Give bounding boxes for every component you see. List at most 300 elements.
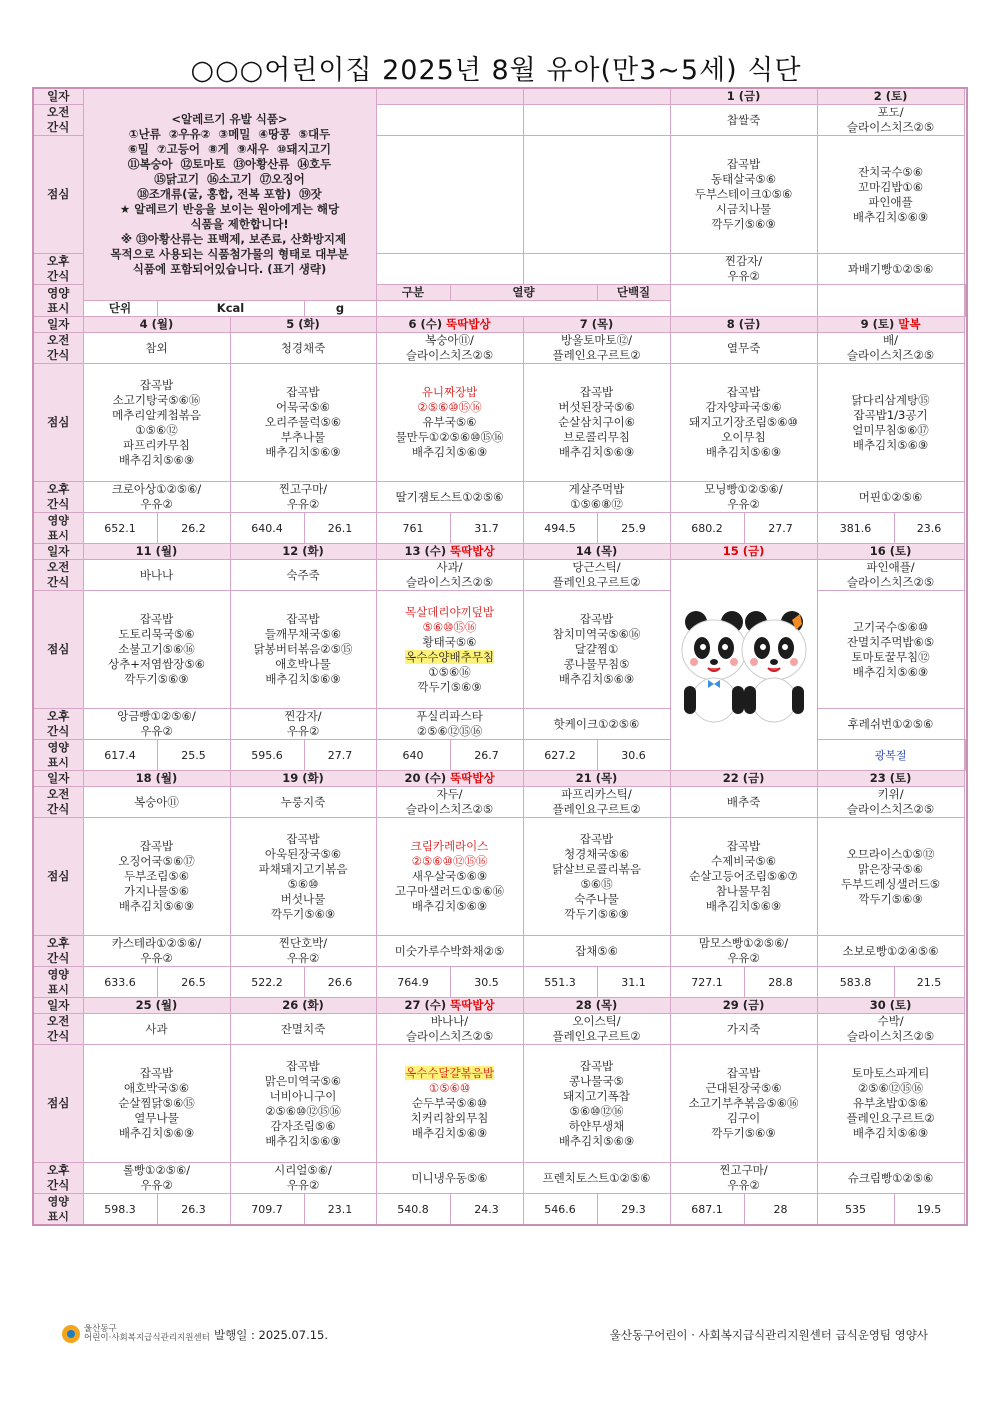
protein-value	[157, 1194, 230, 1226]
menu-text: ①⑤⑥⑫	[135, 422, 178, 437]
menu-text: 잡곡밥	[139, 1066, 174, 1080]
menu-text: 참치미역국⑤⑥⑯	[552, 627, 641, 641]
allergy-line: ①난류 ②우유② ③메밀 ④땅콩 ⑤대두	[128, 127, 331, 141]
menu-text: 595.6	[251, 748, 283, 762]
menu-text: 버섯나물	[280, 891, 326, 906]
menu-text: 배/ 슬라이스치즈②⑤	[846, 333, 935, 362]
menu-text: 콩나물국⑤	[569, 1073, 624, 1088]
menu-text: 551.3	[544, 975, 576, 989]
day-header	[83, 317, 230, 333]
menu-text: 26 (화)	[282, 998, 324, 1012]
lunch-menu	[230, 818, 376, 936]
day-header	[83, 998, 230, 1014]
menu-text: 토마토스파게티	[851, 1066, 930, 1080]
menu-text: 깍두기⑤⑥⑨	[711, 217, 776, 231]
kcal-value	[817, 513, 894, 544]
menu-text: 들깨무채국⑤⑥	[264, 627, 342, 641]
day-header	[83, 544, 230, 560]
menu-text: 청경채국⑤⑥	[563, 846, 630, 861]
menu-text: 27 (수)	[404, 998, 447, 1012]
lunch-menu	[817, 818, 964, 936]
day-header	[376, 998, 523, 1014]
kcal-value	[230, 967, 304, 998]
day-header	[523, 998, 670, 1014]
menu-text: ②⑤⑥⑫⑮⑯	[857, 1081, 924, 1095]
protein-value	[304, 967, 376, 998]
menu-text: 11 (월)	[135, 544, 178, 558]
menu-text: 배추죽	[726, 794, 761, 809]
menu-text: 522.2	[251, 975, 283, 989]
menu-text: 치커리참외무침	[410, 1111, 489, 1125]
menu-text: 배추김치⑤⑥⑨	[558, 672, 635, 686]
menu-text: g	[335, 301, 345, 315]
day-header	[376, 771, 523, 787]
menu-text: 말복	[898, 317, 921, 331]
pm-snack	[670, 254, 817, 285]
menu-text: 뚝딱밥상	[446, 317, 491, 331]
day-header	[670, 88, 817, 105]
menu-text: 부추나물	[280, 430, 326, 444]
am-snack	[523, 787, 670, 818]
menu-text: 너비아니구이	[269, 1088, 337, 1103]
menu-text: 단위	[108, 301, 132, 315]
menu-text: 닭다리삼계탕⑮	[851, 392, 930, 407]
logo-line2: 어린이·사회복지급식관리지원센터	[84, 1333, 210, 1343]
empty-cell	[523, 105, 670, 136]
menu-text: 잡곡밥	[579, 385, 614, 399]
pm-snack	[83, 1163, 230, 1194]
am-snack	[83, 787, 230, 818]
day-header	[817, 998, 964, 1014]
allergy-line: 목적으로 사용되는 식품첨가물의 형태로 대부분	[110, 247, 349, 261]
menu-text: 4 (월)	[139, 317, 174, 331]
menu-text: 배추김치⑤⑥⑨	[265, 672, 341, 686]
row-label-am: 오전 간식	[33, 1014, 83, 1045]
menu-text: 도토리묵국⑤⑥	[118, 627, 195, 641]
menu-text: 앙금빵①②⑤⑥/ 우유②	[117, 709, 196, 738]
menu-text: 15 (금)	[722, 544, 765, 558]
nut-col-label	[376, 285, 450, 301]
empty-date	[376, 88, 523, 105]
pm-snack	[817, 482, 964, 513]
am-snack	[817, 787, 964, 818]
lunch-menu	[817, 1045, 964, 1163]
lunch-menu	[230, 591, 376, 709]
nut-col-kcal	[450, 285, 597, 301]
menu-text: 잡곡밥	[139, 377, 174, 392]
menu-text: 두부스테이크①⑤⑥	[694, 187, 793, 201]
menu-text: 12 (화)	[282, 544, 324, 558]
menu-text: 키위/ 슬라이스치즈②⑤	[846, 787, 935, 816]
allergy-line: ⑱조개류(굴, 홍합, 전복 포함) ⑲잣	[137, 187, 322, 201]
row-label-pm: 오후 간식	[33, 936, 83, 967]
menu-text: 숙주나물	[574, 891, 619, 906]
am-snack	[376, 560, 523, 591]
am-snack	[230, 333, 376, 364]
protein-value	[966, 285, 967, 317]
menu-text: 복숭아⑪/ 슬라이스치즈②⑤	[405, 333, 494, 362]
menu-text: 잡곡밥1/3공기	[853, 407, 928, 422]
empty-cell	[523, 136, 670, 254]
menu-text: 찐감자/ 우유②	[284, 709, 322, 738]
menu-text: 청경채죽	[280, 340, 326, 355]
day-header	[230, 771, 376, 787]
am-snack	[670, 1014, 817, 1045]
menu-text: 깍두기⑤⑥⑨	[124, 672, 189, 686]
menu-text: 잡곡밥	[286, 385, 320, 399]
protein-value	[597, 740, 670, 771]
protein-value	[450, 513, 523, 544]
pm-snack	[817, 1163, 964, 1194]
kcal-value	[83, 1194, 157, 1226]
menu-text: 돼지고기폭찹	[563, 1088, 630, 1103]
lunch-menu	[376, 1045, 523, 1163]
menu-text: 누룽지죽	[280, 794, 326, 809]
day-header	[670, 998, 817, 1014]
day-header	[817, 771, 964, 787]
allergy-notice	[83, 88, 376, 301]
menu-text: 26.7	[474, 748, 499, 762]
am-snack	[83, 560, 230, 591]
lunch-menu	[376, 818, 523, 936]
menu-text: 24.3	[474, 1202, 499, 1216]
menu-text: 열무나물	[134, 1111, 179, 1125]
menu-text: 30.5	[474, 975, 499, 989]
menu-text: 복숭아⑪	[134, 794, 179, 809]
menu-text: 652.1	[104, 521, 136, 535]
menu-text: 상추+저염쌈장⑤⑥	[108, 657, 205, 671]
menu-text: ②⑤⑥⑩⑫⑮⑯	[265, 1103, 341, 1118]
pm-snack	[817, 254, 964, 285]
row-label-date: 일자	[33, 317, 83, 333]
menu-text: 494.5	[544, 521, 576, 535]
pm-snack	[523, 936, 670, 967]
menu-text: 깍두기⑤⑥⑨	[417, 679, 482, 694]
menu-text: 유니짜장밥	[421, 385, 478, 399]
kcal-value	[523, 1194, 597, 1226]
lunch-menu	[670, 136, 817, 254]
menu-text: 고구마샐러드①⑤⑥⑯	[394, 884, 505, 898]
menu-text: 598.3	[104, 1202, 136, 1216]
pm-snack	[83, 936, 230, 967]
menu-text: 하얀무생채	[568, 1118, 625, 1133]
empty-cell	[670, 285, 817, 317]
allergy-heading: <알레르기 유발 식품>	[171, 112, 288, 126]
am-snack	[230, 787, 376, 818]
kcal-value	[817, 1194, 894, 1226]
lunch-menu	[523, 1045, 670, 1163]
menu-text: 순살고등어조림⑤⑥⑦	[689, 869, 798, 883]
menu-text: 627.2	[544, 748, 576, 762]
menu-text: 535	[845, 1202, 867, 1216]
menu-text: 닭봉버터볶음②⑤⑮	[253, 642, 353, 656]
pm-snack	[817, 709, 964, 740]
pm-snack	[230, 1163, 376, 1194]
menu-text: 달걀찜①	[574, 642, 619, 656]
pm-snack	[83, 709, 230, 740]
menu-text: 30.6	[621, 748, 646, 762]
menu-text: Kcal	[216, 301, 245, 315]
empty-date	[523, 88, 670, 105]
menu-text: 찐감자/ 우유②	[724, 254, 763, 283]
menu-text: 배추김치⑤⑥⑨	[118, 899, 195, 913]
menu-text: 633.6	[104, 975, 136, 989]
menu-text: 물만두①②⑤⑥⑩⑮⑯	[395, 430, 504, 444]
day-header	[817, 544, 964, 560]
menu-text: 자두/ 슬라이스치즈②⑤	[405, 787, 494, 816]
row-label-lunch: 점심	[33, 364, 83, 482]
menu-text: 목살데리야끼덮밥	[405, 604, 494, 619]
menu-text: 파채돼지고기볶음	[258, 861, 348, 876]
menu-text: 토마토꿀무침⑫	[851, 649, 930, 664]
lunch-menu	[817, 591, 964, 709]
row-label-nut: 영양 표시	[33, 285, 83, 317]
menu-text: 381.6	[839, 521, 872, 535]
menu-text: 오므라이스①⑤⑫	[846, 846, 935, 861]
menu-text: 19.5	[916, 1202, 942, 1216]
menu-text: 방울토마토⑫/ 플레인요구르트②	[552, 333, 641, 362]
menu-text: 27.7	[768, 521, 793, 535]
menu-text: 열무죽	[726, 340, 761, 355]
menu-text: 돼지고기장조림⑤⑥⑩	[689, 415, 798, 429]
empty-cell	[817, 285, 964, 317]
nut-unit-kcal	[157, 301, 304, 317]
menu-text: 꽈배기빵①②⑤⑥	[847, 261, 934, 276]
am-snack	[670, 105, 817, 136]
allergy-line: ※ ⑬아황산류는 표백제, 보존료, 산화방지제	[112, 232, 347, 246]
row-label-am: 오전 간식	[33, 560, 83, 591]
menu-text: 배추김치⑤⑥⑨	[852, 664, 929, 679]
allergy-line: ⑥밀 ⑦고등어 ⑧게 ⑨새우 ⑩돼지고기	[128, 142, 331, 156]
lunch-menu	[230, 364, 376, 482]
day-header	[670, 544, 817, 560]
menu-text: 파인애플	[868, 194, 913, 209]
menu-text: 수박/ 슬라이스치즈②⑤	[846, 1014, 935, 1043]
menu-text: 애호박나물	[275, 657, 331, 671]
nut-unit-label	[83, 301, 157, 317]
protein-value	[450, 1194, 523, 1226]
menu-text: 617.4	[104, 748, 136, 762]
protein-value	[450, 967, 523, 998]
menu-text: 파인애플/ 슬라이스치즈②⑤	[846, 560, 935, 589]
menu-table	[32, 87, 968, 1226]
empty-cell	[376, 105, 523, 136]
menu-text: 프렌치토스트①②⑤⑥	[542, 1170, 651, 1185]
menu-text: 수제비국⑤⑥	[710, 854, 777, 868]
menu-text: 플레인요구르트②	[846, 1111, 935, 1125]
row-label-date: 일자	[33, 88, 83, 105]
pm-snack	[376, 1163, 523, 1194]
menu-text: 680.2	[691, 521, 723, 535]
menu-text: 31.7	[474, 521, 499, 535]
publish-date: 발행일 : 2025.07.15.	[214, 1328, 329, 1342]
kcal-value	[523, 513, 597, 544]
lunch-menu	[376, 364, 523, 482]
kcal-value	[817, 967, 894, 998]
protein-value	[304, 513, 376, 544]
menu-text: 두부조림⑤⑥	[123, 869, 190, 883]
row-label-date: 일자	[33, 544, 83, 560]
menu-text: 배추김치⑤⑥⑨	[852, 209, 929, 224]
am-snack	[376, 787, 523, 818]
pm-snack	[670, 1163, 817, 1194]
page-title: ○○○어린이집 2025년 8월 유아(만3~5세) 식단	[190, 55, 802, 86]
menu-text: ①⑤⑥⑩	[428, 1081, 471, 1095]
menu-text: 727.1	[691, 975, 723, 989]
am-snack	[376, 333, 523, 364]
day-header	[817, 88, 964, 105]
pm-snack	[817, 936, 964, 967]
am-snack	[817, 1014, 964, 1045]
menu-text: 오리주물럭⑤⑥	[264, 415, 342, 429]
menu-text: 가지죽	[726, 1021, 761, 1036]
lunch-menu	[817, 136, 964, 254]
menu-text: 잔치국수⑤⑥	[858, 164, 924, 179]
menu-text: 카스테라①②⑤⑥/ 우유②	[111, 936, 202, 965]
menu-text: 23.6	[916, 521, 942, 535]
menu-text: 709.7	[251, 1202, 283, 1216]
menu-text: 28	[773, 1202, 788, 1216]
menu-text: 모닝빵①②⑤⑥/ 우유②	[704, 482, 783, 511]
menu-text: 7 (목)	[579, 317, 614, 331]
am-snack	[230, 560, 376, 591]
menu-text: 단백질	[616, 285, 651, 299]
am-snack	[83, 333, 230, 364]
am-snack	[230, 1014, 376, 1045]
menu-text: 감자양파국⑤⑥	[705, 400, 782, 414]
menu-text: 546.6	[544, 1202, 576, 1216]
menu-text: 얼미무침⑤⑥⑰	[852, 422, 929, 437]
menu-text: 새우살국⑤⑥⑨	[411, 869, 488, 883]
menu-text: ⑤⑥⑩⑫⑯	[569, 1103, 624, 1118]
menu-text: ②⑤⑥⑩⑫⑮⑯	[411, 854, 488, 868]
day-header	[230, 998, 376, 1014]
empty-cell	[376, 136, 523, 254]
day-header	[376, 317, 523, 333]
menu-text: 크로아상①②⑤⑥/ 우유②	[111, 482, 202, 511]
menu-text: 583.8	[839, 975, 872, 989]
menu-text: 잡곡밥	[286, 1058, 320, 1073]
day-header	[670, 771, 817, 787]
menu-text: 27.7	[327, 748, 353, 762]
menu-text: 22 (금)	[722, 771, 765, 785]
menu-text: 소보로빵①②④⑤⑥	[842, 943, 939, 958]
menu-text: 고기국수⑤⑥⑩	[852, 619, 929, 634]
menu-text: 14 (목)	[575, 544, 618, 558]
menu-text: 순살삼치구이⑥	[558, 415, 635, 429]
center-logo	[62, 1325, 210, 1343]
kcal-value	[376, 1194, 450, 1226]
menu-text: ①⑤⑥⑯	[428, 664, 471, 679]
lunch-menu	[523, 818, 670, 936]
menu-text: 배추김치⑤⑥⑨	[558, 1133, 635, 1148]
row-label-pm: 오후 간식	[33, 1163, 83, 1194]
menu-text: 뚝딱밥상	[450, 998, 495, 1012]
kcal-value	[83, 740, 157, 771]
am-snack	[523, 1014, 670, 1045]
am-snack	[817, 333, 964, 364]
menu-text: 배추김치⑤⑥⑨	[411, 899, 488, 913]
lunch-menu	[376, 591, 523, 709]
menu-text: 딸기잼토스트①②⑤⑥	[395, 489, 504, 504]
logo-icon	[62, 1325, 80, 1343]
am-snack	[523, 333, 670, 364]
lunch-menu	[83, 818, 230, 936]
menu-text: 잔멸치죽	[280, 1021, 326, 1036]
menu-text: 뚝딱밥상	[450, 544, 495, 558]
day-header	[523, 771, 670, 787]
protein-value	[894, 967, 964, 998]
menu-text: 참외	[145, 340, 168, 355]
nut-col-protein	[597, 285, 670, 301]
row-label-pm: 오후 간식	[33, 254, 83, 285]
menu-text: 두부드레싱샐러드⑤	[840, 876, 941, 891]
pm-snack	[376, 936, 523, 967]
menu-text: 잡곡밥	[139, 612, 174, 626]
lunch-menu	[523, 364, 670, 482]
protein-value	[597, 513, 670, 544]
kcal-value	[230, 1194, 304, 1226]
day-header	[376, 544, 523, 560]
menu-text: 잡곡밥	[579, 612, 614, 626]
protein-value	[744, 513, 817, 544]
protein-value	[450, 740, 523, 771]
row-label-nut: 영양 표시	[33, 740, 83, 771]
menu-text: 1 (금)	[726, 89, 761, 103]
menu-text: 순살찜닭⑤⑥⑮	[118, 1096, 195, 1110]
menu-text: 당근스틱/ 플레인요구르트②	[552, 560, 641, 589]
menu-text: 29.3	[621, 1202, 646, 1216]
menu-text: 2 (토)	[873, 89, 908, 103]
footer	[62, 1323, 968, 1345]
menu-text: 꼬마김밥①⑥	[858, 179, 924, 194]
protein-value	[304, 1194, 376, 1226]
menu-text: 소불고기⑤⑥⑯	[118, 642, 195, 656]
menu-text: 26.2	[181, 521, 206, 535]
menu-text: 잡곡밥	[726, 839, 761, 853]
row-label-am: 오전 간식	[33, 105, 83, 136]
panda-mascot-image	[674, 600, 814, 730]
row-label-lunch: 점심	[33, 818, 83, 936]
menu-text: 사과	[145, 1021, 168, 1036]
menu-text: 5 (화)	[286, 317, 320, 331]
menu-text: 6 (수)	[408, 317, 443, 331]
allergy-line: ⑪복숭아 ⑫토마토 ⑬아황산류 ⑭호두	[127, 157, 332, 171]
nut-unit-protein	[304, 301, 376, 317]
menu-text: 뚝딱밥상	[450, 771, 495, 785]
menu-text: 26.1	[327, 521, 353, 535]
menu-text: 바나나/ 슬라이스치즈②⑤	[405, 1014, 494, 1043]
kcal-value	[83, 967, 157, 998]
menu-text: 옥수수양배추무침	[405, 649, 494, 664]
lunch-menu	[230, 1045, 376, 1163]
menu-text: 21.5	[916, 975, 942, 989]
pm-snack	[83, 482, 230, 513]
menu-text: 23.1	[327, 1202, 353, 1216]
menu-text: 옥수수달걀볶음밥	[405, 1066, 494, 1080]
menu-text: 황태국⑤⑥	[422, 634, 477, 649]
menu-text: 닭살브로콜리볶음	[552, 861, 641, 876]
allergy-line: ★ 알레르기 반응을 보이는 원아에게는 해당	[119, 202, 340, 216]
menu-text: 애호박국⑤⑥	[123, 1081, 190, 1095]
menu-text: 23 (토)	[869, 771, 912, 785]
row-label-nut: 영양 표시	[33, 1194, 83, 1226]
menu-text: 13 (수)	[404, 544, 447, 558]
kcal-value	[523, 740, 597, 771]
menu-text: 가지나물⑤⑥	[123, 884, 190, 898]
protein-value	[157, 740, 230, 771]
menu-text: 동태살국⑤⑥	[710, 172, 777, 186]
